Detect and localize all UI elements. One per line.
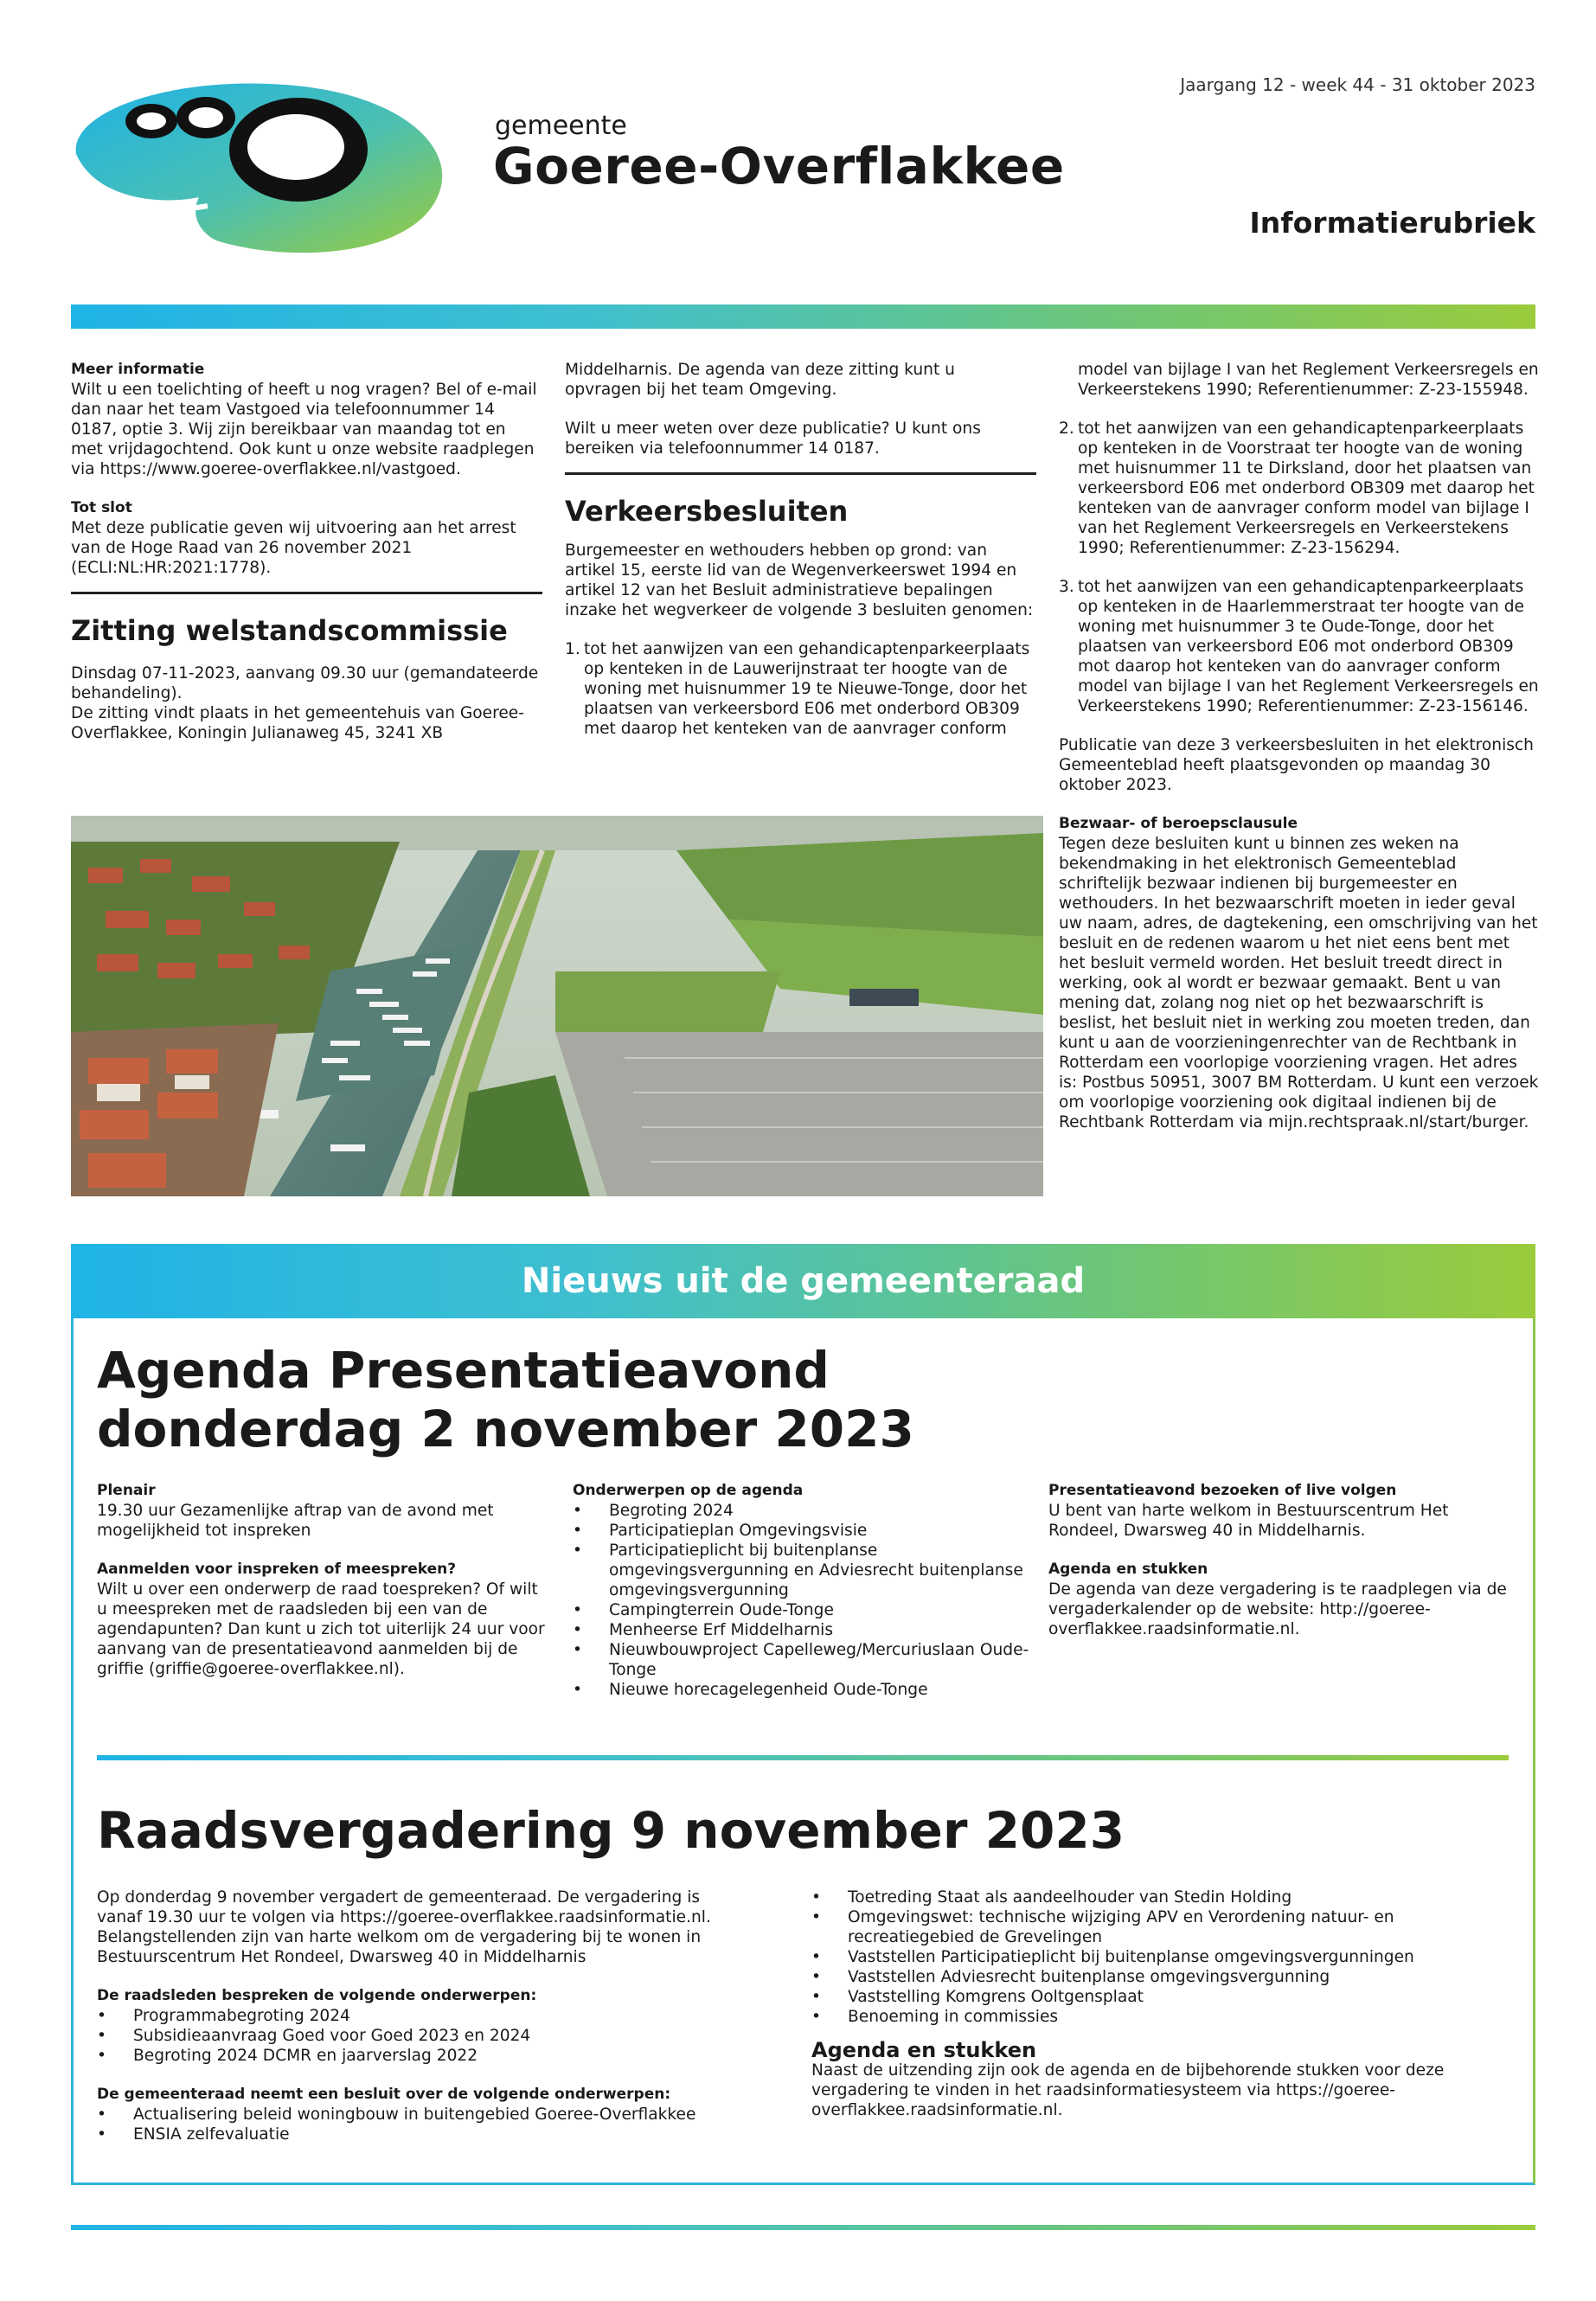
list-item-text: Nieuwbouwproject Capelleweg/Mercuriuslaan Oude-Tonge	[609, 1641, 1029, 1679]
bezoeken-title: Presentatieavond bezoeken of live volgen	[1048, 1482, 1397, 1499]
zitting-text-2: De zitting vindt plaats in het gemeentehuis van Goeree-Overflakkee, Koningin Julianaweg 45, 3241 XB	[71, 704, 524, 742]
list-item	[573, 1521, 1031, 1541]
list-item-text: Nieuwe horecagelegenheid Oude-Tonge	[609, 1681, 928, 1699]
list-item	[811, 1987, 1503, 2007]
zitting-text-1: Dinsdag 07-11-2023, aanvang 09.30 uur (gemandateerde behandeling).	[71, 664, 539, 702]
list-item	[811, 1967, 1503, 1987]
list-item-text: Begroting 2024	[609, 1502, 734, 1520]
list-item	[97, 2105, 720, 2125]
bullet: •	[573, 1502, 582, 1520]
list-item-text: Toetreding Staat als aandeelhouder van Stedin Holding	[848, 1888, 1292, 1907]
agenda-column-1	[97, 1481, 547, 1679]
bullet: •	[573, 1522, 582, 1540]
list-item	[1059, 360, 1539, 400]
list-item	[811, 2007, 1503, 2027]
list-item	[97, 2006, 720, 2026]
bullet: •	[811, 2008, 821, 2026]
bullet: •	[811, 1968, 821, 1986]
list-item-text: Menheerse Erf Middelharnis	[609, 1621, 834, 1639]
list-item-text: Campingterrein Oude-Tonge	[609, 1601, 834, 1619]
list-item	[97, 2026, 720, 2046]
gemeente-logo	[69, 76, 450, 253]
raad-column-left	[97, 1888, 720, 2144]
verkeersbesluiten-list	[565, 639, 1036, 739]
verkeersbesluiten-intro: Burgemeester en wethouders hebben op grond: van artikel 15, eerste lid van de Wegenverkeerswet 1994 en artikel 12 van het Besluit administratieve bepalingen inzake het wegverkeer de volgende 3 besluiten genomen:	[565, 542, 1034, 619]
list-item-text: Programmabegroting 2024	[133, 2007, 350, 2025]
bullet: •	[573, 1541, 582, 1560]
agenda-column-3	[1048, 1481, 1507, 1639]
bullet: •	[97, 2106, 106, 2124]
bullet: •	[97, 2027, 106, 2045]
list-item	[97, 2046, 720, 2066]
list-item	[573, 1680, 1031, 1700]
aerial-harbour-photo	[71, 816, 1043, 1196]
list-item	[573, 1501, 1031, 1521]
brand-kicker: gemeente	[495, 111, 627, 141]
column-2	[565, 360, 1036, 739]
column-3	[1059, 360, 1539, 1132]
list-item-text: Subsidieaanvraag Goed voor Goed 2023 en 2024	[133, 2027, 531, 2045]
bezwaar-title: Bezwaar- of beroepsclausule	[1059, 815, 1298, 832]
list-item	[573, 1541, 1031, 1600]
top-gradient-bar	[71, 304, 1535, 329]
stukken-text: De agenda van deze vergadering is te raadplegen via de vergaderkalender op de website: http://goeree-overflakkee.raadsinformatie.nl.	[1048, 1580, 1507, 1638]
zitting-heading: Zitting welstandscommissie	[71, 614, 508, 647]
list-item-text: ENSIA zelfevaluatie	[133, 2125, 290, 2144]
bullet: •	[811, 1988, 821, 2006]
agenda-column-2	[573, 1481, 1031, 1700]
bullet: •	[573, 1621, 582, 1639]
plenair-title: Plenair	[97, 1482, 156, 1499]
bullet: •	[573, 1641, 582, 1659]
zitting-continuation: Middelharnis. De agenda van deze zitting kunt u opvragen bij het team Omgeving.	[565, 361, 955, 399]
agenda-heading-line-2: donderdag 2 november 2023	[97, 1400, 914, 1458]
list-item	[1059, 419, 1539, 558]
list-item-text: Participatieplan Omgevingsvisie	[609, 1522, 868, 1540]
besluit-title: De gemeenteraad neemt een besluit over de volgende onderwerpen:	[97, 2086, 671, 2103]
tot-slot-text: Met deze publicatie geven wij uitvoering aan het arrest van de Hoge Raad van 26 november 2021 (ECLI:NL:HR:2021:1778).	[71, 519, 516, 577]
list-item	[811, 1947, 1503, 1967]
list-item	[1059, 577, 1539, 716]
section-divider	[565, 472, 1036, 475]
tot-slot-title: Tot slot	[71, 499, 132, 516]
bespreken-list	[97, 2006, 720, 2066]
bullet: •	[811, 1908, 821, 1926]
meer-info-text: Wilt u een toelichting of heeft u nog vragen? Bel of e-mail dan naar het team Vastgoed via telefoonnummer 14 0187, optie 3. Wij zijn bereikbaar van maandag tot en met vrijdagochtend. Ook kunt u onze website raadplegen via https://www.goeree-overflakkee.nl/vastgoed.	[71, 381, 537, 478]
list-item-number: 1.	[565, 640, 580, 658]
list-item	[573, 1640, 1031, 1680]
list-item-text: tot het aanwijzen van een gehandicaptenparkeerplaats op kenteken in de Lauwerijnstraat ter hoogte van de woning met huisnummer 19 te Nieuwe-Tonge, door het plaatsen van verkeersbord E06 met onderbord OB309 met daarop het kenteken van de aanvrager conform	[584, 640, 1030, 738]
brand-name: Goeree-Overflakkee	[493, 137, 1065, 195]
aanmelden-title: Aanmelden voor inspreken of meespreken?	[97, 1561, 457, 1578]
list-item-text: tot het aanwijzen van een gehandicaptenparkeerplaats op kenteken in de Haarlemmerstraat ter hoogte van de woning met huisnummer 3 te Oude-Tonge, door het plaatsen van verkeersbord E06 mot onderbord OB309 mot daarop hot kenteken van do aanvrager conform model van bijlage I van het Reglement Verkeersregels en Verkeerstekens 1990; Referentienummer: Z-23-156146.	[1078, 578, 1539, 715]
besluit-list-right	[811, 1888, 1503, 2027]
bespreken-title: De raadsleden bespreken de volgende onderwerpen:	[97, 1987, 537, 2004]
raadsvergadering-heading: Raadsvergadering 9 november 2023	[97, 1801, 1125, 1860]
list-item	[573, 1600, 1031, 1620]
list-item-text: Begroting 2024 DCMR en jaarverslag 2022	[133, 2047, 478, 2065]
bezoeken-text: U bent van harte welkom in Bestuurscentrum Het Rondeel, Dwarsweg 40 in Middelharnis.	[1048, 1502, 1449, 1540]
bullet: •	[811, 1888, 821, 1907]
raad-stukken-title: Agenda en stukken	[811, 2038, 1037, 2062]
list-item-text: Benoeming in commissies	[848, 2008, 1059, 2026]
column-1	[71, 360, 542, 743]
verkeersbesluiten-list-continued	[1059, 360, 1539, 716]
list-item-text: Omgevingswet: technische wijziging APV en Verordening natuur- en recreatiegebied de Grevelingen	[848, 1908, 1394, 1946]
bullet: •	[97, 2125, 106, 2144]
list-item	[811, 1888, 1503, 1907]
verkeersbesluiten-heading: Verkeersbesluiten	[565, 495, 849, 528]
list-item-text: Participatieplicht bij buitenplanse omgevingsvergunning en Adviesrecht buitenplanse omgevingsvergunning	[609, 1541, 1023, 1599]
list-item	[811, 1907, 1503, 1947]
section-divider	[71, 592, 542, 594]
stukken-title: Agenda en stukken	[1048, 1561, 1208, 1578]
mid-gradient-bar	[97, 1755, 1509, 1760]
issue-dateline: Jaargang 12 - week 44 - 31 oktober 2023	[1180, 74, 1535, 95]
bullet: •	[97, 2047, 106, 2065]
agenda-heading	[97, 1341, 914, 1458]
list-item-text: Vaststelling Komgrens Ooltgensplaat	[848, 1988, 1144, 2006]
rubric-title: Informatierubriek	[1249, 206, 1535, 240]
besluit-list-left	[97, 2105, 720, 2144]
list-item-number: 2.	[1059, 420, 1074, 438]
list-item-text: tot het aanwijzen van een gehandicaptenparkeerplaats op kenteken in de Voorstraat ter hoogte van de woning met huisnummer 11 te Dirksland, door het plaatsen van verkeersbord E06 met onderbord OB309 met daarop het kenteken van de aanvrager conform model van bijlage I van het Reglement Verkeersregels en Verkeerstekens 1990; Referentienummer: Z-23-156294.	[1078, 420, 1535, 557]
list-item	[97, 2125, 720, 2144]
bottom-gradient-bar	[71, 2225, 1535, 2230]
list-item-text: Vaststellen Participatieplicht bij buitenplanse omgevingsvergunningen	[848, 1948, 1414, 1966]
list-item-text: Actualisering beleid woningbouw in buitengebied Goeree-Overflakkee	[133, 2106, 696, 2124]
bullet: •	[573, 1681, 582, 1699]
list-item	[573, 1620, 1031, 1640]
meer-weten-text: Wilt u meer weten over deze publicatie? U kunt ons bereiken via telefoonnummer 14 0187.	[565, 420, 981, 458]
meer-info-title: Meer informatie	[71, 361, 205, 378]
publicatie-text: Publicatie van deze 3 verkeersbesluiten in het elektronisch Gemeenteblad heeft plaatsgevonden op maandag 30 oktober 2023.	[1059, 736, 1534, 794]
raad-intro: Op donderdag 9 november vergadert de gemeenteraad. De vergadering is vanaf 19.30 uur te volgen via https://goeree-overflakkee.raadsinformatie.nl. Belangstellenden zijn van harte welkom om de vergadering bij te wonen in Bestuurscentrum Het Rondeel, Dwarsweg 40 in Middelharnis	[97, 1888, 711, 1966]
bullet: •	[811, 1948, 821, 1966]
onderwerpen-list	[573, 1501, 1031, 1700]
bezwaar-text: Tegen deze besluiten kunt u binnen zes weken na bekendmaking in het elektronisch Gemeenteblad schriftelijk bezwaar indienen bij burgemeester en wethouders. In het bezwaarschrift moeten in ieder geval uw naam, adres, de dagtekening, een omschrijving van het besluit en de redenen waarom u het niet eens bent met het besluit vermeld worden. Het besluit treedt direct in werking, ook al wordt er bezwaar gemaakt. Bent u van mening dat, zolang nog niet op het bezwaarschrift is beslist, het besluit niet in werking zou moeten treden, dan kunt u aan de voorzieningenrechter van de Rechtbank in Rotterdam een voorlopige voorziening vragen. Het adres is: Postbus 50951, 3007 BM Rotterdam. U kunt een verzoek om voorlopige voorziening ook digitaal indienen bij de Rechtbank Rotterdam via mijn.rechtspraak.nl/start/burger.	[1059, 835, 1539, 1131]
aanmelden-text: Wilt u over een onderwerp de raad toespreken? Of wilt u meespreken met de raadsleden bij een van de agendapunten? Dan kunt u zich tot uiterlijk 24 uur voor aanvang van de presentatieavond aanmelden bij de griffie (griffie@goeree-overflakkee.nl).	[97, 1580, 545, 1678]
list-item-text: model van bijlage I van het Reglement Verkeersregels en Verkeerstekens 1990; Referentienummer: Z-23-155948.	[1078, 361, 1539, 399]
raad-column-right	[811, 1888, 1503, 2120]
agenda-heading-line-1: Agenda Presentatieavond	[97, 1341, 830, 1400]
plenair-text: 19.30 uur Gezamenlijke aftrap van de avond met mogelijkheid tot inspreken	[97, 1502, 494, 1540]
bullet: •	[97, 2007, 106, 2025]
onderwerpen-title: Onderwerpen op de agenda	[573, 1482, 804, 1499]
list-item	[565, 639, 1036, 739]
raad-stukken-text: Naast de uitzending zijn ook de agenda en de bijbehorende stukken voor deze vergadering te vinden in het raadsinformatiesysteem via https://goeree-overflakkee.raadsinformatie.nl.	[811, 2061, 1445, 2119]
bullet: •	[573, 1601, 582, 1619]
council-banner-title: Nieuws uit de gemeenteraad	[521, 1261, 1086, 1301]
list-item-text: Vaststellen Adviesrecht buitenplanse omgevingsvergunning	[848, 1968, 1330, 1986]
list-item-number: 3.	[1059, 578, 1074, 596]
